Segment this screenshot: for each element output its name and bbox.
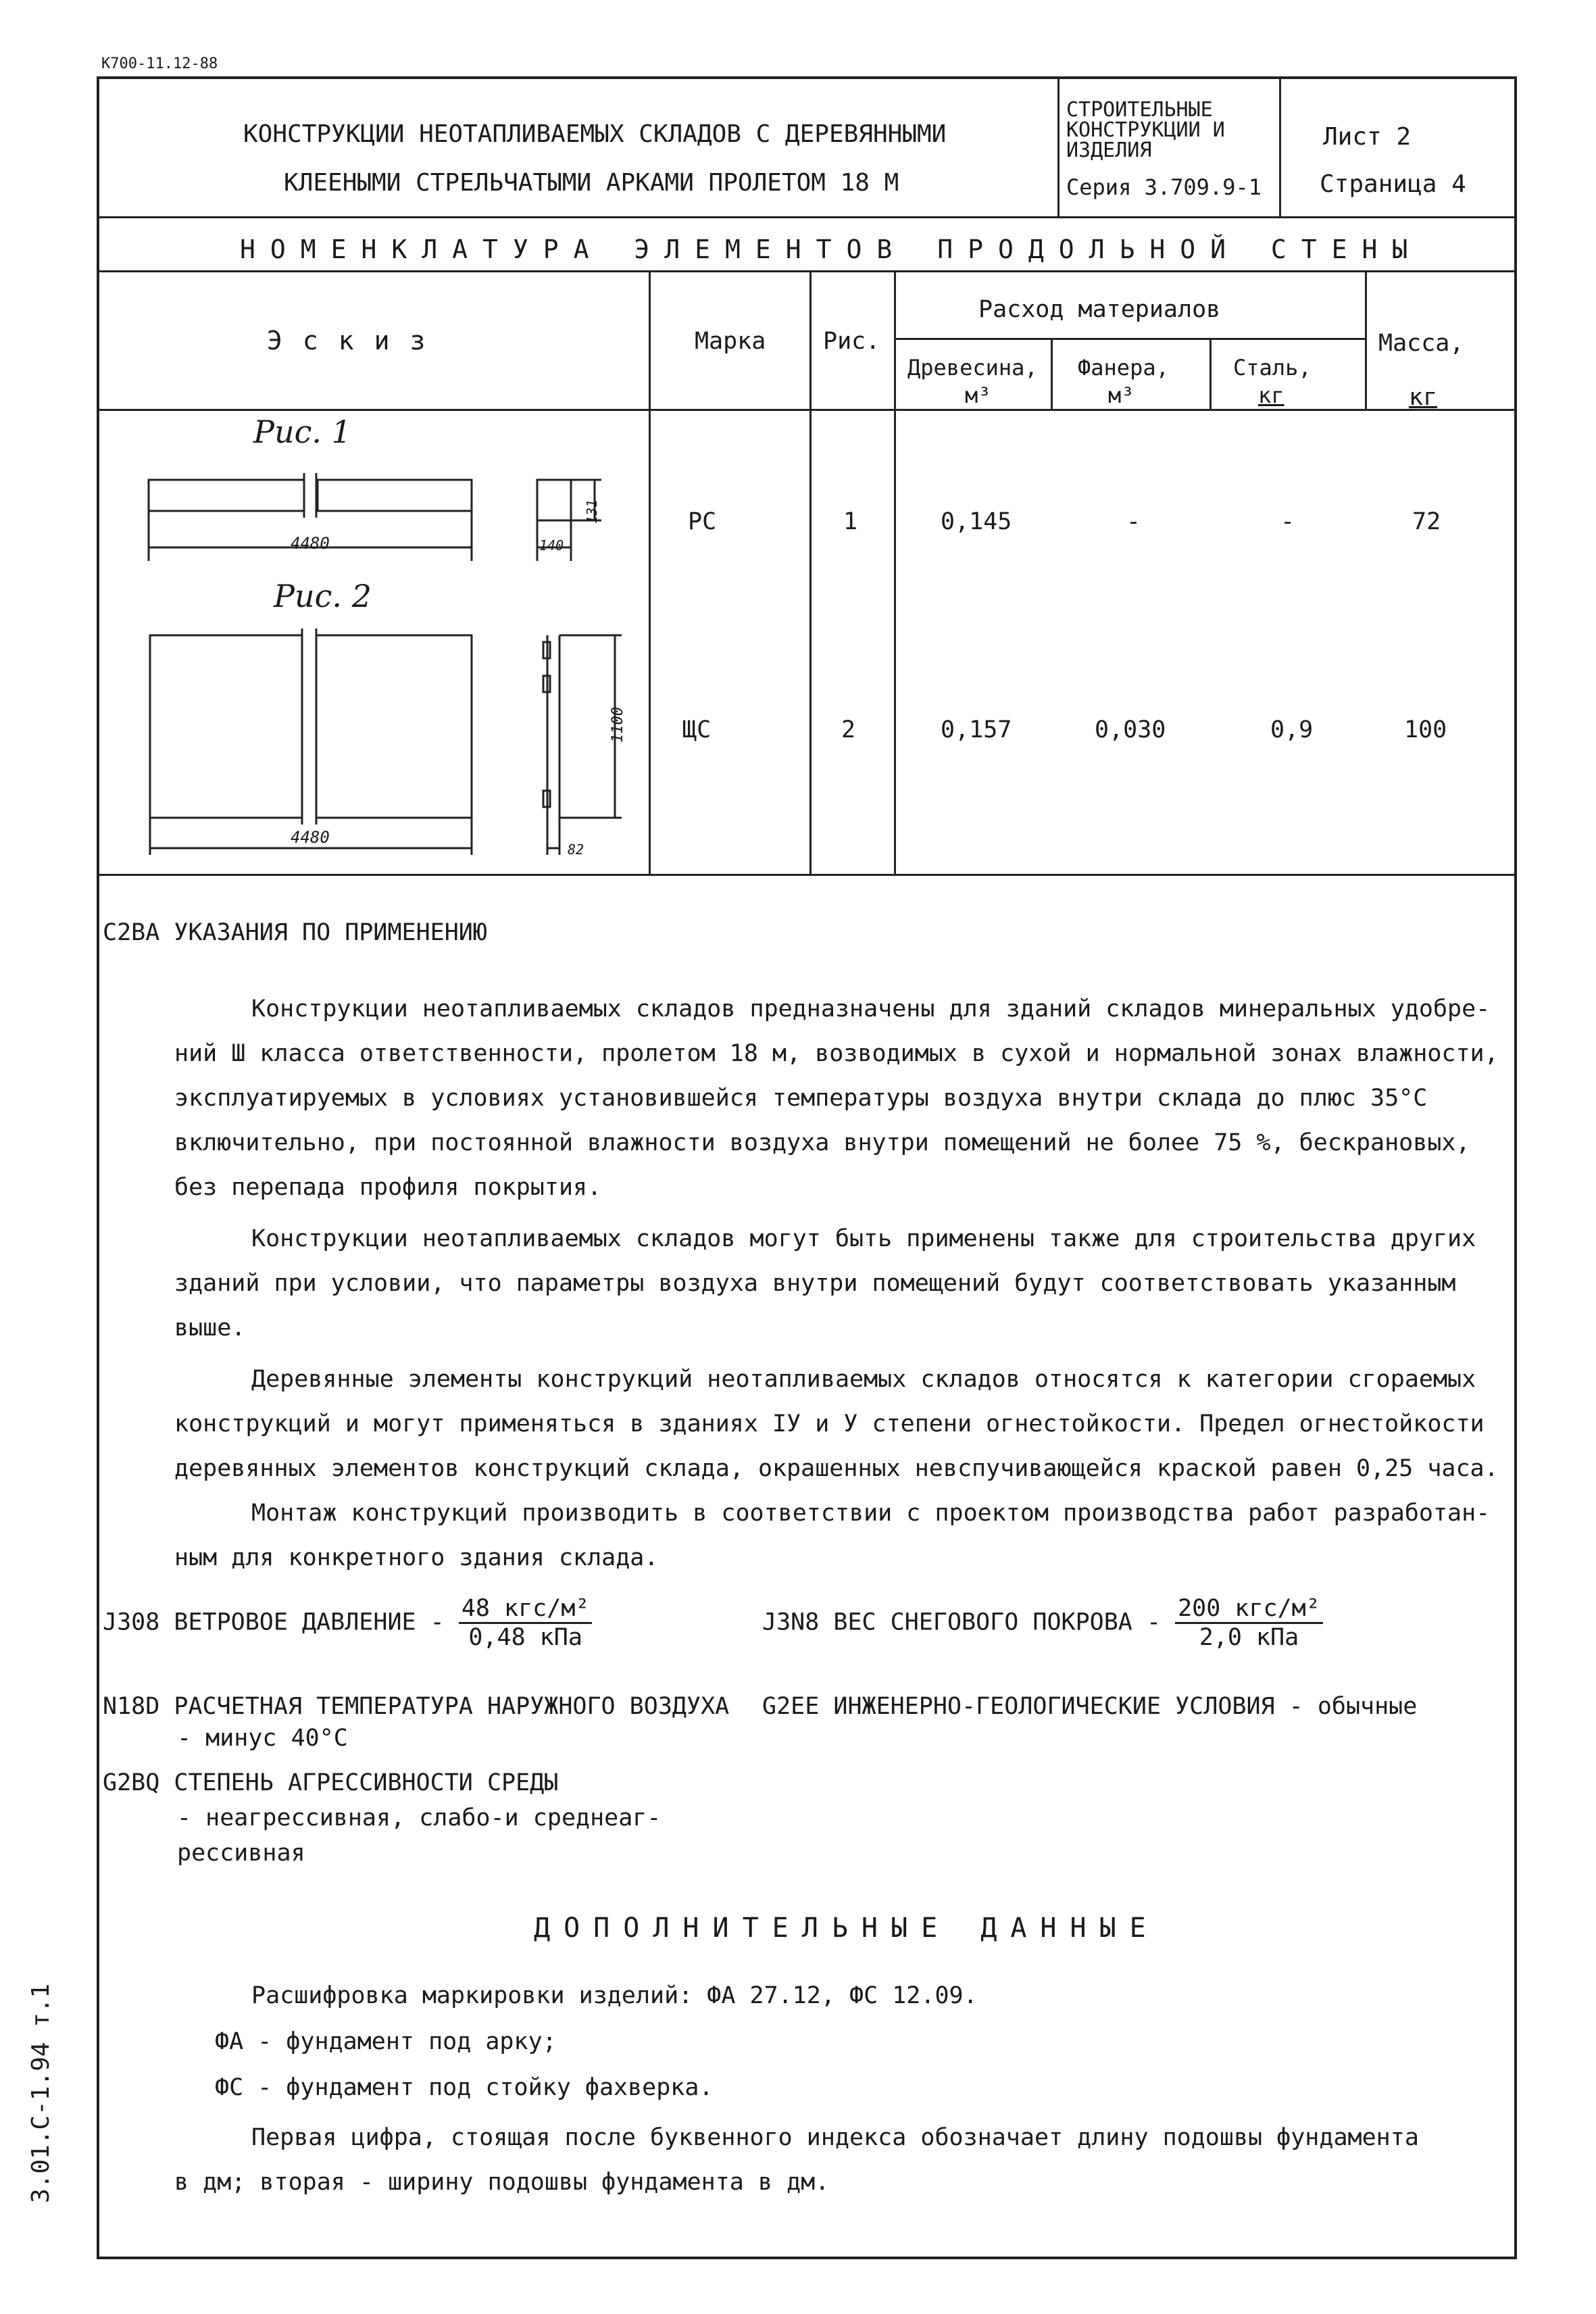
p3-line3: деревянных элементов конструкций склада, окрашенных невспучивающейся краской равен 0,25 часа. [174, 1455, 1499, 1482]
instructions-code: С2ВА [103, 919, 160, 946]
aggr-code: G2BQ [103, 1769, 160, 1796]
aggr-label: СТЕПЕНЬ АГРЕССИВНОСТИ СРЕДЫ [174, 1769, 559, 1796]
header-vdivider-2 [1279, 76, 1281, 216]
dim-width-2: 82 [568, 841, 584, 858]
row1-fig: 1 [843, 508, 858, 535]
materials-subheader-line [894, 338, 1367, 340]
row2-steel: 0,9 [1270, 716, 1314, 743]
row2-fig: 2 [841, 716, 856, 743]
dim-length-2: 4480 [291, 828, 330, 847]
p1-line2: ний Ш класса ответственности, пролетом 18 м, возводимых в сухой и нормальной зонах влажности, [174, 1040, 1499, 1067]
param-aggressiveness [103, 1769, 558, 1796]
col-header-mark: Марка [695, 328, 766, 355]
geo-label: ИНЖЕНЕРНО-ГЕОЛОГИЧЕСКИЕ УСЛОВИЯ - обычные [833, 1693, 1418, 1720]
series-line3: ИЗДЕЛИЯ [1066, 139, 1152, 162]
additional-heading: ДОПОЛНИТЕЛЬНЫЕ ДАННЫЕ [534, 1913, 1159, 1944]
col-header-plywood: Фанера, [1078, 355, 1169, 380]
row1-mass: 72 [1412, 508, 1441, 535]
row1-wood: 0,145 [941, 508, 1012, 535]
p4-line2: ным для конкретного здания склада. [174, 1544, 659, 1571]
temp-value: - минус 40°С [177, 1725, 348, 1752]
document-code: К700-11.12-88 [101, 55, 218, 72]
col-header-fig: Рис. [823, 328, 880, 355]
col-line-mark [649, 270, 651, 875]
dim-height-2: 1100 [609, 707, 626, 743]
additional-line5: в дм; вторая - ширину подошвы фундамента в дм. [174, 2169, 830, 2196]
dim-height-1: 140 [539, 537, 564, 553]
temp-label: РАСЧЕТНАЯ ТЕМПЕРАТУРА НАРУЖНОГО ВОЗДУХА [174, 1693, 730, 1720]
doc-title-line1: КОНСТРУКЦИИ НЕОТАПЛИВАЕМЫХ СКЛАДОВ С ДЕРЕВЯННЫМИ [243, 120, 947, 148]
p1-line1: Конструкции неотапливаемых складов предназначены для зданий складов минеральных удобре- [251, 995, 1491, 1023]
series-number: Серия 3.709.9-1 [1066, 174, 1262, 200]
aggr-line3: рессивная [177, 1840, 305, 1867]
archive-code: 3.01.С-1.94 т.1 [27, 1983, 55, 2203]
series-line1: СТРОИТЕЛЬНЫЕ [1066, 98, 1213, 122]
table-top-line [97, 270, 1517, 272]
table-header-bottom-line [97, 409, 1517, 411]
col-header-sketch: Эскиз [267, 326, 446, 355]
additional-line3: ФС - фундамент под стойку фахверка. [215, 2074, 714, 2101]
row2-wood: 0,157 [941, 716, 1012, 743]
wind-value-kgs: 48 кгс/м² [459, 1595, 593, 1624]
row2-mass: 100 [1404, 716, 1447, 743]
additional-line1: Расшифровка маркировки изделий: ФА 27.12, ФС 12.09. [251, 1982, 978, 2009]
col-header-materials: Расход материалов [978, 296, 1221, 323]
param-wind [103, 1595, 592, 1651]
p2-line1: Конструкции неотапливаемых складов могут быть применены также для строительства других [251, 1225, 1476, 1252]
fig-label-2: Рис. 2 [274, 578, 372, 614]
p2-line3: выше. [174, 1314, 246, 1341]
dim-width-1: 131 [584, 499, 601, 524]
col-line-wood [894, 270, 896, 875]
snow-code: J3N8 [762, 1608, 820, 1636]
p2-line2: зданий при условии, что параметры воздуха внутри помещений будут соответствовать указанным [174, 1270, 1456, 1297]
snow-value-kpa: 2,0 кПа [1199, 1624, 1299, 1651]
row1-mark: РС [688, 508, 717, 535]
sketch-rs [135, 460, 649, 574]
col-header-steel-unit: кг [1258, 383, 1285, 408]
row1-plywood: - [1126, 508, 1141, 535]
wind-value-kpa: 0,48 кПа [468, 1624, 582, 1651]
col-header-wood-unit: м³ [965, 383, 991, 408]
instructions-heading [103, 919, 487, 946]
col-line-plywood [1051, 338, 1053, 411]
aggr-line2: - неагрессивная, слабо-и среднеаг- [177, 1804, 662, 1831]
col-header-plywood-unit: м³ [1108, 383, 1134, 408]
param-snow [762, 1595, 1323, 1651]
col-line-mass [1365, 270, 1367, 411]
series-line2: КОНСТРУКЦИИ И [1066, 118, 1225, 142]
doc-title-line2: КЛЕЕНЫМИ СТРЕЛЬЧАТЫМИ АРКАМИ ПРОЛЕТОМ 18 М [284, 169, 899, 197]
snow-value [1175, 1595, 1323, 1651]
geo-code: G2EE [762, 1693, 820, 1720]
header-divider [97, 216, 1517, 218]
table-title: НОМЕНКЛАТУРА ЭЛЕМЕНТОВ ПРОДОЛЬНОЙ СТЕНЫ [240, 235, 1423, 264]
col-line-steel [1210, 338, 1212, 411]
series-block [1066, 100, 1225, 161]
param-geology [762, 1693, 1417, 1720]
col-header-wood: Древесина, [907, 355, 1038, 380]
temp-code: N18D [103, 1693, 160, 1720]
snow-value-kgs: 200 кгс/м² [1175, 1595, 1323, 1624]
p4-line1: Монтаж конструкций производить в соответствии с проектом производства работ разработан- [251, 1500, 1491, 1527]
col-header-steel: Сталь, [1233, 355, 1312, 380]
p3-line2: конструкций и могут применяться в зданиях IУ и У степени огнестойкости. Предел огнестойкости [174, 1410, 1485, 1437]
p3-line1: Деревянные элементы конструкций неотапливаемых складов относятся к категории сгораемых [251, 1366, 1476, 1393]
sketch-shs [135, 622, 649, 872]
dim-length-1: 4480 [291, 534, 330, 553]
p1-line3: эксплуатируемых в условиях установившейся температуры воздуха внутри склада до плюс 35°С [174, 1085, 1428, 1112]
col-header-mass-unit: кг [1409, 384, 1438, 411]
wind-label: ВЕТРОВОЕ ДАВЛЕНИЕ - [174, 1608, 445, 1636]
additional-line4: Первая цифра, стоящая после буквенного индекса обозначает длину подошвы фундамента [251, 2124, 1419, 2151]
row1-steel: - [1280, 508, 1295, 535]
sheet-number: Лист 2 [1323, 123, 1412, 151]
page-number: Страница 4 [1320, 170, 1466, 198]
col-line-fig [809, 270, 812, 875]
table-bottom-line [97, 874, 1517, 876]
wind-value [459, 1595, 593, 1651]
row2-plywood: 0,030 [1095, 716, 1166, 743]
fig-label-1: Рис. 1 [253, 414, 351, 450]
wind-code: J308 [103, 1608, 160, 1636]
additional-line2: ФА - фундамент под арку; [215, 2028, 557, 2055]
col-header-mass: Масса, [1378, 330, 1464, 357]
p1-line4: включительно, при постоянной влажности воздуха внутри помещений не более 75 %, бескрановых, [174, 1129, 1470, 1156]
param-temperature [103, 1693, 729, 1720]
snow-label: ВЕС СНЕГОВОГО ПОКРОВА - [833, 1608, 1162, 1636]
header-vdivider-1 [1057, 76, 1059, 216]
row2-mark: ЩС [682, 716, 712, 743]
p1-line5: без перепада профиля покрытия. [174, 1174, 602, 1201]
instructions-title: УКАЗАНИЯ ПО ПРИМЕНЕНИЮ [174, 919, 487, 946]
